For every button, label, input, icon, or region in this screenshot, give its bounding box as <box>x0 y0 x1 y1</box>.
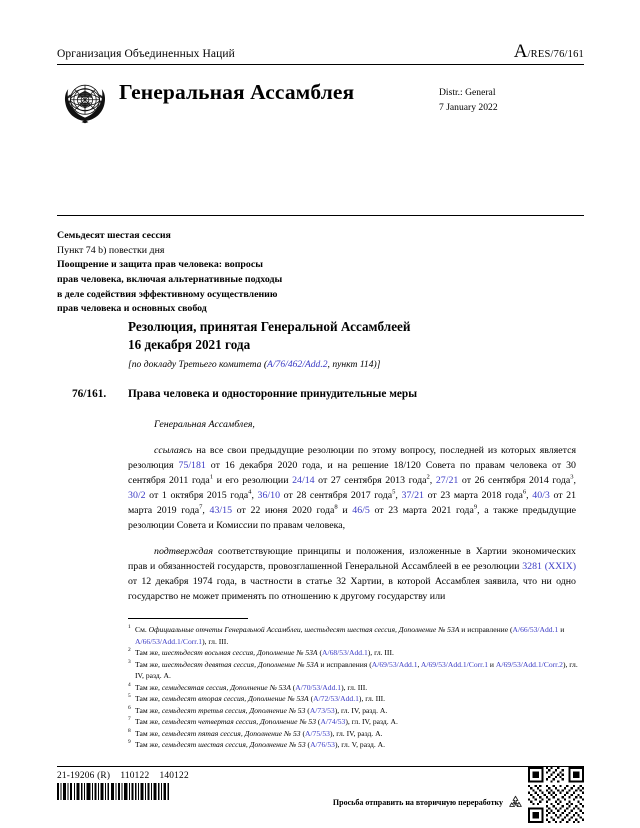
fn-part: Там же, <box>135 694 162 704</box>
footnote-link[interactable]: A/66/53/Add.1/Corr.1 <box>135 636 203 646</box>
footnotes-list <box>128 624 580 751</box>
agenda-title-line: в деле содействия эффективному осуществлению <box>57 288 278 300</box>
footnote-text <box>135 693 580 705</box>
footnote-item <box>128 728 580 740</box>
para1-text: и <box>337 505 353 517</box>
resolution-link[interactable]: 43/15 <box>209 505 233 517</box>
para1-text: от 16 декабря 2020 года, и на решение 18/120 Совета по правам человека от 30 сентября 2011 года <box>128 460 576 487</box>
resolution-number: 76/161. <box>72 388 107 400</box>
footnote-text <box>135 705 580 717</box>
para1-text: от 27 сентября 2013 года <box>314 475 427 487</box>
fn-part: и исправления ( <box>318 659 372 669</box>
para1-text: , <box>526 490 533 502</box>
footnote-marker: 4 <box>128 681 131 688</box>
footnote-divider <box>128 618 248 619</box>
fn-part: ( <box>290 682 296 692</box>
footnote-item <box>128 705 580 717</box>
fn-part: Там же, <box>135 682 162 692</box>
para2-text: от 12 декабря 1974 года, в частности в статье 32 Хартии, в которой Ассамблея заявила, что ни одно государство не может применять по отношению к другому государству или <box>128 576 576 603</box>
resolution-subject: Права человека и односторонние принудительные меры <box>128 388 418 400</box>
resolution-link[interactable]: 27/21 <box>435 475 459 487</box>
resolution-title-line1: Резолюция, принятая Генеральной Ассамблеей <box>128 319 411 334</box>
footnote-ref[interactable]: 7 <box>199 503 203 511</box>
fn-italic: семьдесят шестая сессия, Дополнение № 53 <box>161 740 306 750</box>
footnote-link[interactable]: A/73/53 <box>309 705 335 715</box>
fn-italic: семьдесят пятая сессия, Дополнение № 53 <box>161 728 301 738</box>
para1-text: , <box>251 490 258 502</box>
footnote-marker: 8 <box>128 727 131 734</box>
fn-part: ( <box>316 717 321 727</box>
fn-italic: семидесятая сессия, Дополнение № 53A <box>161 682 291 692</box>
para2-lead: подтверждая <box>154 546 213 558</box>
footnote-ref[interactable]: 5 <box>392 488 396 496</box>
organ-line <box>128 417 576 432</box>
organ-name: Генеральная Ассамблея, <box>154 419 255 430</box>
footnote-ref[interactable]: 3 <box>570 473 574 481</box>
footnote-link[interactable]: A/75/53 <box>305 728 330 738</box>
footnote-marker: 1 <box>128 624 131 630</box>
footnote-item <box>128 682 580 694</box>
para1-text: от 21 марта 2019 года <box>128 490 577 517</box>
footnote-ref[interactable]: 1 <box>209 473 214 481</box>
header-divider <box>57 64 584 65</box>
fn-part: ), гл. III. <box>202 636 229 646</box>
fn-part: См. <box>135 625 149 634</box>
footnote-item <box>128 739 580 751</box>
preamble-paragraph-2 <box>128 544 576 604</box>
fn-part: ( <box>300 728 306 738</box>
footnote-ref[interactable]: 8 <box>334 503 338 511</box>
footnote-link[interactable]: A/76/53 <box>310 740 335 750</box>
footnote-link[interactable]: A/69/53/Add.1 <box>371 659 418 669</box>
para1-text: на все свои предыдущие резолюции по этому вопросу, последней из которых является резолюция <box>128 445 576 472</box>
session-info <box>57 229 477 317</box>
un-emblem-icon <box>57 72 119 135</box>
footer-left <box>57 771 189 805</box>
para1-text: и его резолюции <box>213 475 293 487</box>
footnote-item <box>128 624 580 647</box>
footnote-ref[interactable]: 4 <box>248 488 252 496</box>
footnote-text <box>135 624 580 647</box>
footnote-link[interactable]: A/70/53/Add.1 <box>295 682 342 692</box>
fn-part: ), гл. V, разд. A. <box>334 740 385 750</box>
general-assembly-title: Генеральная Ассамблея <box>119 80 355 104</box>
fn-part: , <box>417 659 421 669</box>
footnote-marker: 2 <box>128 647 131 654</box>
source-suffix: , пункт 114)] <box>327 359 381 370</box>
fn-part: ), гл. III. <box>358 694 386 704</box>
para2-text: соответствующие принципы и положения, изложенные в Хартии экономических прав и обязанностей государств, провозглашенной Генеральной Ассамблеей в ее резолюции <box>128 546 576 573</box>
fn-part: Там же, <box>135 648 162 658</box>
para1-text: , <box>395 490 402 502</box>
footnote-link[interactable]: A/72/53/Add.1 <box>313 694 359 704</box>
footnote-marker: 9 <box>128 739 131 746</box>
fn-part: и <box>558 625 565 634</box>
organization-name: Организация Объединенных Наций <box>57 48 235 61</box>
footnote-link[interactable]: A/66/53/Add.1 <box>512 625 559 634</box>
footnote-marker: 6 <box>128 704 131 711</box>
footnote-link[interactable]: A/74/53 <box>320 717 346 727</box>
session-divider <box>57 215 584 216</box>
para1-lead: ссылаясь <box>154 445 193 457</box>
fn-part: ( <box>308 694 314 704</box>
resolution-title-line2: 16 декабря 2021 года <box>128 337 251 353</box>
para1-text: от 1 октября 2015 года <box>145 490 249 502</box>
footnote-text <box>135 659 580 682</box>
fn-part: ( <box>317 648 322 658</box>
fn-italic: Официальные отчеты Генеральной Ассамблеи, шестьдесят шестая сессия, Дополнение № 53A <box>148 625 460 634</box>
fn-italic: шестьдесят восьмая сессия, Дополнение № 53A <box>161 648 318 658</box>
document-header <box>57 42 584 135</box>
qr-code-icon <box>528 767 584 823</box>
footer-right <box>333 781 584 823</box>
fn-part: ), гл. III. <box>367 648 394 658</box>
footnote-ref[interactable]: 6 <box>522 488 527 496</box>
agenda-title-line: Поощрение и защита прав человека: вопросы <box>57 259 263 271</box>
footer-row <box>57 771 584 823</box>
footnote-marker: 3 <box>128 658 131 665</box>
footnote-marker: 5 <box>128 693 131 700</box>
agenda-item: Пункт 74 b) повестки дня <box>57 244 165 256</box>
agenda-title <box>57 258 477 317</box>
footnote-link[interactable]: A/68/53/Add.1 <box>321 648 368 658</box>
footnote-text <box>135 682 580 694</box>
resolution-source <box>128 359 584 370</box>
footnote-ref[interactable]: 9 <box>473 503 478 511</box>
footnote-item <box>128 716 580 728</box>
para1-text: от 23 марта 2021 года <box>369 505 474 517</box>
fn-italic: шестьдесят девятая сессия, Дополнение № 53A <box>161 659 319 669</box>
fn-italic: семьдесят третья сессия, Дополнение № 53 <box>161 705 306 715</box>
fn-part: ), гл. IV, разд. A. <box>329 728 383 738</box>
preamble-paragraph-1 <box>128 443 576 533</box>
distribution-type: Distr.: General <box>439 87 496 98</box>
resolution-link[interactable]: 40/3 <box>532 490 550 502</box>
document-symbol-rest: /RES/76/161 <box>527 49 584 60</box>
barcode-icon <box>57 783 169 800</box>
resolution-heading <box>72 388 584 400</box>
para1-text: от 22 июня 2020 года <box>232 505 335 517</box>
source-prefix: [по докладу Третьего комитета ( <box>128 359 268 370</box>
footnote-text <box>135 647 580 659</box>
para1-text: , а также предыдущие резолюции Совета и Комиссии по правам человека, <box>128 505 577 532</box>
document-body <box>128 417 576 605</box>
para1-text: , <box>202 505 210 517</box>
footnote-ref[interactable]: 2 <box>426 473 430 481</box>
fn-part: Там же, <box>135 728 162 738</box>
fn-part: ), гл. IV, разд. A. <box>334 705 388 715</box>
distribution-block <box>439 72 498 116</box>
fn-part: ), гл. IV, разд. A. <box>135 659 578 681</box>
fn-part: ( <box>305 705 310 715</box>
footnote-item <box>128 659 580 682</box>
footnote-text <box>135 716 580 728</box>
resolution-link[interactable]: 30/2 <box>128 490 146 502</box>
footer-divider <box>57 766 584 767</box>
footnote-item <box>128 647 580 659</box>
fn-part: ), гл. IV, разд. A. <box>345 717 398 727</box>
agenda-title-line: прав человека, включая альтернативные подходы <box>57 273 283 285</box>
resolution-link[interactable]: 46/5 <box>352 505 370 517</box>
fn-part: Там же, <box>135 705 162 715</box>
resolution-title <box>128 318 584 354</box>
recycle-note: Просьба отправить на вторичную переработку <box>332 797 503 807</box>
agenda-title-line: прав человека и основных свобод <box>57 303 207 315</box>
document-symbol-prefix: A <box>513 41 528 62</box>
para1-text: от 26 сентября 2014 года <box>458 475 571 487</box>
fn-part: ( <box>305 740 311 750</box>
resolution-link[interactable]: 24/14 <box>292 475 315 487</box>
footnote-text <box>135 728 580 740</box>
fn-italic: семьдесят четвертая сессия, Дополнение № 53 <box>161 717 316 727</box>
fn-part: Там же, <box>135 717 162 727</box>
charter-resolution-link[interactable]: 3281 (XXIX) <box>522 561 576 573</box>
fn-italic: семьдесят вторая сессия, Дополнение № 53A <box>161 694 309 704</box>
footnote-item <box>128 693 580 705</box>
resolution-link[interactable]: 37/21 <box>401 490 424 502</box>
para1-text: от 28 сентября 2017 года <box>280 490 393 502</box>
fn-part: и <box>488 659 496 669</box>
document-footer <box>57 766 584 823</box>
session-number: Семьдесят шестая сессия <box>57 230 171 241</box>
footnote-marker: 7 <box>128 716 131 723</box>
para1-text: от 23 марта 2018 года <box>424 490 523 502</box>
fn-part: Там же, <box>135 740 162 750</box>
footnote-link[interactable]: A/69/53/Add.1/Corr.2 <box>495 659 563 669</box>
document-symbol <box>514 42 584 61</box>
resolution-link[interactable]: 36/10 <box>257 490 281 502</box>
recycling-symbol-icon <box>507 794 524 811</box>
para1-text: , <box>573 475 576 487</box>
fn-part: и исправление ( <box>459 625 513 634</box>
header-top-row <box>57 42 584 63</box>
document-date: 7 January 2022 <box>439 101 498 113</box>
footnote-link[interactable]: A/69/53/Add.1/Corr.1 <box>420 659 488 669</box>
header-main-row <box>57 72 584 135</box>
footnote-text <box>135 739 580 751</box>
resolution-link[interactable]: 75/181 <box>178 460 206 472</box>
job-number: 21-19206 (R) 110122 140122 <box>57 771 189 781</box>
fn-part: Там же, <box>135 659 162 669</box>
source-document-link[interactable]: A/76/462/Add.2 <box>267 359 328 370</box>
fn-part: ), гл. III. <box>341 682 368 692</box>
para1-text: , <box>429 475 436 487</box>
